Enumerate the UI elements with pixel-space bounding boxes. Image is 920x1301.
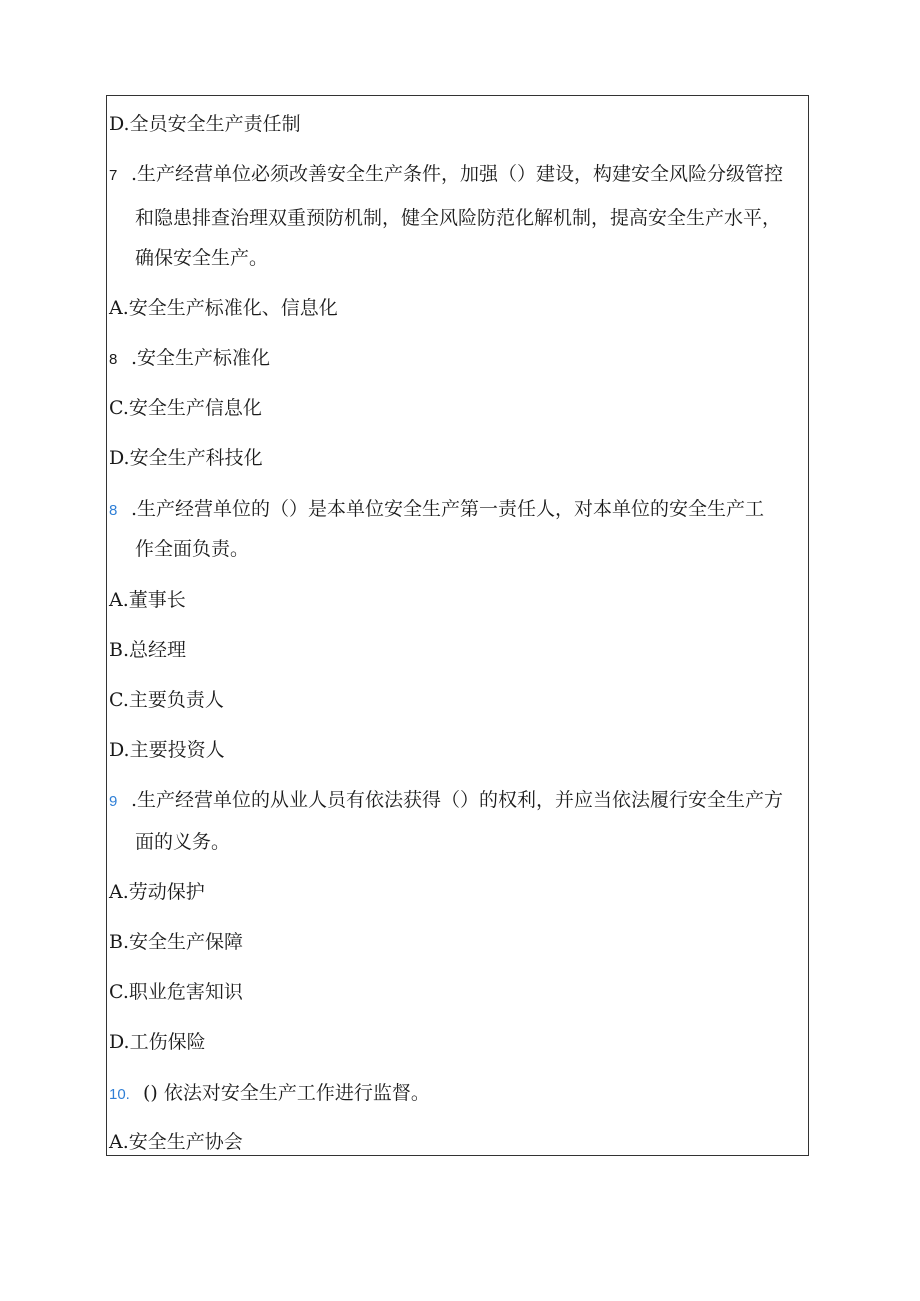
q6-option-d: D.全员安全生产责任制	[109, 113, 301, 135]
q8-option-d: D.主要投资人	[109, 739, 225, 761]
q7-option-c: C.安全生产信息化	[109, 397, 262, 419]
q7-option-a: A.安全生产标准化、信息化	[109, 297, 338, 319]
q7-text-line1: .生产经营单位必须改善安全生产条件，加强（）建设，构建安全风险分级管控	[131, 163, 784, 185]
q8-text-line1: .生产经营单位的（）是本单位安全生产第一责任人，对本单位的安全生产工	[131, 498, 765, 520]
q7-option-b-number: 8	[109, 351, 118, 368]
q7-number: 7	[109, 167, 118, 184]
q9-question	[109, 790, 783, 812]
q9-option-c: C.职业危害知识	[109, 981, 243, 1003]
q9-text-line1: .生产经营单位的从业人员有依法获得（）的权利，并应当依法履行安全生产方	[131, 789, 784, 811]
q10-option-a: A.安全生产协会	[109, 1131, 243, 1153]
q9-text-line2: 面的义务。	[135, 831, 231, 853]
q8-option-b: B.总经理	[109, 639, 187, 661]
q9-number: 9	[109, 793, 118, 810]
q8-text-line2: 作全面负责。	[135, 538, 250, 560]
q7-text-line3: 确保安全生产。	[135, 247, 269, 269]
q8-number: 8	[109, 502, 118, 519]
q10-number: 10.	[109, 1086, 130, 1103]
q9-option-b: B.安全生产保障	[109, 931, 244, 953]
q10-question	[109, 1083, 430, 1105]
q10-text: () 依法对安全生产工作进行监督。	[143, 1082, 430, 1104]
q8-option-a: A.董事长	[109, 589, 186, 611]
q7-option-b	[109, 348, 270, 370]
document-frame	[106, 95, 809, 1156]
q8-question	[109, 499, 764, 521]
q9-option-d: D.工伤保险	[109, 1031, 206, 1053]
q7-question	[109, 164, 783, 186]
q7-text-line2: 和隐患排查治理双重预防机制，健全风险防范化解机制，提高安全生产水平，	[135, 207, 782, 229]
q7-option-b-text: .安全生产标准化	[131, 347, 271, 369]
q7-option-d: D.安全生产科技化	[109, 447, 263, 469]
q8-option-c: C.主要负责人	[109, 689, 224, 711]
q9-option-a: A.劳动保护	[109, 881, 205, 903]
